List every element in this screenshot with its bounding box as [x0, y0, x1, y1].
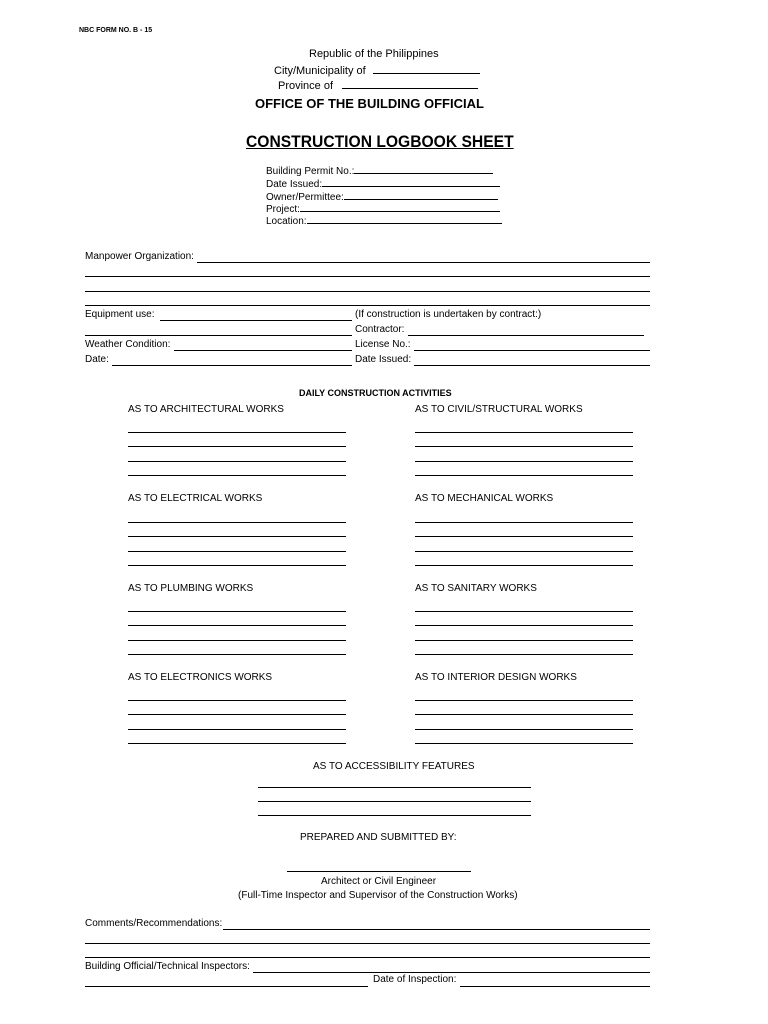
- building-permit-label: Building Permit No.:: [266, 166, 355, 177]
- electrical-blank-2[interactable]: [128, 536, 346, 537]
- contract-date-issued-blank[interactable]: [414, 365, 650, 366]
- project-blank[interactable]: [300, 201, 500, 212]
- sanitary-blank-1[interactable]: [415, 611, 633, 612]
- activities-heading: DAILY CONSTRUCTION ACTIVITIES: [299, 388, 452, 398]
- signatory-role: Architect or Civil Engineer: [321, 876, 437, 887]
- electrical-blank-1[interactable]: [128, 522, 346, 523]
- mechanical-blank-2[interactable]: [415, 536, 633, 537]
- republic-line: Republic of the Philippines: [309, 48, 439, 60]
- weather-label: Weather Condition:: [85, 339, 171, 350]
- inspectors-blank[interactable]: [253, 972, 650, 973]
- office-title: OFFICE OF THE BUILDING OFFICIAL: [255, 96, 484, 111]
- project-label: Project:: [266, 204, 300, 215]
- manpower-blank-4[interactable]: [85, 305, 650, 306]
- date-issued-field: [266, 176, 500, 190]
- manpower-label: Manpower Organization:: [85, 251, 194, 262]
- location-blank[interactable]: [307, 213, 502, 224]
- accessibility-blank-2[interactable]: [258, 801, 531, 802]
- equipment-blank-2[interactable]: [85, 335, 352, 336]
- weather-blank[interactable]: [174, 350, 352, 351]
- interior-blank-2[interactable]: [415, 714, 633, 715]
- architectural-blank-4[interactable]: [128, 475, 346, 476]
- electronics-blank-4[interactable]: [128, 743, 346, 744]
- license-blank[interactable]: [414, 350, 650, 351]
- architectural-blank-3[interactable]: [128, 461, 346, 462]
- manpower-blank-1[interactable]: [197, 262, 650, 263]
- accessibility-blank-1[interactable]: [258, 787, 531, 788]
- sanitary-blank-4[interactable]: [415, 654, 633, 655]
- manpower-blank-2[interactable]: [85, 276, 650, 277]
- interior-blank-1[interactable]: [415, 700, 633, 701]
- civil-blank-1[interactable]: [415, 432, 633, 433]
- plumbing-blank-3[interactable]: [128, 640, 346, 641]
- comments-blank-1[interactable]: [223, 929, 650, 930]
- equipment-label: Equipment use:: [85, 309, 155, 320]
- sanitary-heading: AS TO SANITARY WORKS: [415, 583, 537, 594]
- mechanical-blank-3[interactable]: [415, 551, 633, 552]
- building-permit-blank[interactable]: [354, 163, 493, 174]
- electrical-blank-3[interactable]: [128, 551, 346, 552]
- civil-heading: AS TO CIVIL/STRUCTURAL WORKS: [415, 404, 583, 415]
- interior-blank-4[interactable]: [415, 743, 633, 744]
- plumbing-blank-2[interactable]: [128, 625, 346, 626]
- contract-date-issued-label: Date Issued:: [355, 354, 412, 365]
- interior-blank-3[interactable]: [415, 729, 633, 730]
- contractor-blank[interactable]: [408, 335, 644, 336]
- comments-blank-3[interactable]: [85, 957, 650, 958]
- contractor-label: Contractor:: [355, 324, 405, 335]
- accessibility-heading: AS TO ACCESSIBILITY FEATURES: [313, 761, 475, 772]
- owner-label: Owner/Permittee:: [266, 192, 344, 203]
- date-blank[interactable]: [112, 365, 352, 366]
- owner-blank[interactable]: [344, 189, 498, 200]
- city-field-label: [274, 63, 480, 77]
- location-field: [266, 213, 502, 227]
- page-title: CONSTRUCTION LOGBOOK SHEET: [246, 132, 514, 151]
- civil-blank-2[interactable]: [415, 446, 633, 447]
- electrical-blank-4[interactable]: [128, 565, 346, 566]
- province-blank[interactable]: [342, 78, 478, 89]
- contract-note: (If construction is undertaken by contract:): [355, 309, 542, 320]
- date-issued-blank[interactable]: [322, 176, 500, 187]
- city-blank[interactable]: [373, 63, 480, 74]
- interior-design-heading: AS TO INTERIOR DESIGN WORKS: [415, 672, 577, 683]
- electronics-blank-1[interactable]: [128, 700, 346, 701]
- electrical-heading: AS TO ELECTRICAL WORKS: [128, 493, 263, 504]
- signature-line[interactable]: [287, 871, 471, 872]
- electronics-heading: AS TO ELECTRONICS WORKS: [128, 672, 273, 683]
- location-label: Location:: [266, 216, 307, 227]
- date-label: Date:: [85, 354, 109, 365]
- architectural-blank-2[interactable]: [128, 446, 346, 447]
- architectural-blank-1[interactable]: [128, 432, 346, 433]
- architectural-heading: AS TO ARCHITECTURAL WORKS: [128, 404, 284, 415]
- mechanical-blank-4[interactable]: [415, 565, 633, 566]
- plumbing-blank-1[interactable]: [128, 611, 346, 612]
- province-field-label: [278, 78, 478, 92]
- form-number: NBC FORM NO. B - 15: [79, 27, 153, 34]
- building-permit-field: [266, 163, 493, 177]
- equipment-blank[interactable]: [160, 320, 352, 321]
- accessibility-blank-3[interactable]: [258, 815, 531, 816]
- civil-blank-4[interactable]: [415, 475, 633, 476]
- plumbing-heading: AS TO PLUMBING WORKS: [128, 583, 254, 594]
- license-label: License No.:: [355, 339, 411, 350]
- civil-blank-3[interactable]: [415, 461, 633, 462]
- plumbing-blank-4[interactable]: [128, 654, 346, 655]
- province-label: Province of: [278, 80, 334, 92]
- date-of-inspection-blank[interactable]: [460, 986, 650, 987]
- date-of-inspection-label: Date of Inspection:: [373, 974, 457, 985]
- date-issued-label: Date Issued:: [266, 179, 323, 190]
- mechanical-blank-1[interactable]: [415, 522, 633, 523]
- electronics-blank-3[interactable]: [128, 729, 346, 730]
- electronics-blank-2[interactable]: [128, 714, 346, 715]
- sanitary-blank-3[interactable]: [415, 640, 633, 641]
- inspectors-blank-2[interactable]: [85, 986, 368, 987]
- prepared-by-label: PREPARED AND SUBMITTED BY:: [300, 832, 457, 843]
- comments-blank-2[interactable]: [85, 943, 650, 944]
- city-label: City/Municipality of: [274, 65, 366, 77]
- sanitary-blank-2[interactable]: [415, 625, 633, 626]
- manpower-blank-3[interactable]: [85, 291, 650, 292]
- inspectors-label: Building Official/Technical Inspectors:: [85, 961, 250, 972]
- signatory-role-note: (Full-Time Inspector and Supervisor of the Construction Works): [238, 890, 518, 901]
- comments-label: Comments/Recommendations:: [85, 918, 223, 929]
- mechanical-heading: AS TO MECHANICAL WORKS: [415, 493, 554, 504]
